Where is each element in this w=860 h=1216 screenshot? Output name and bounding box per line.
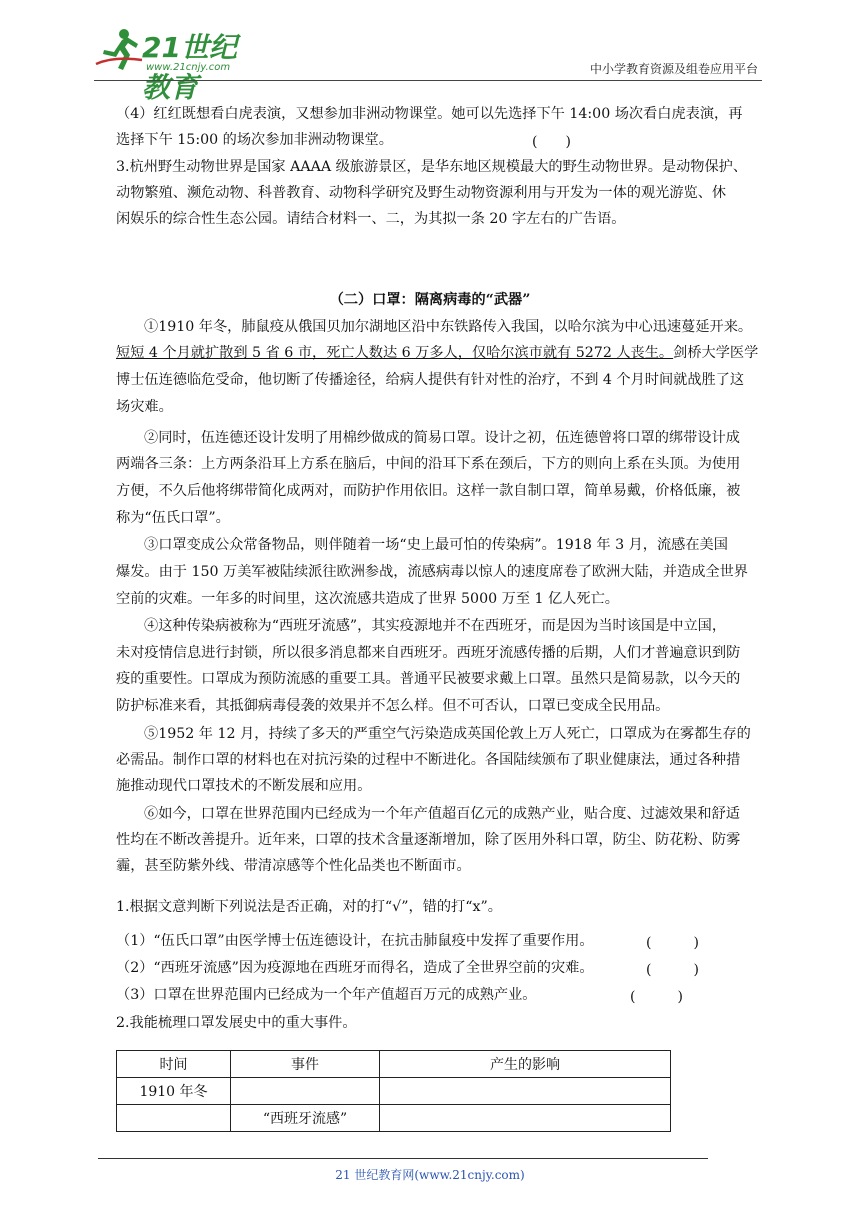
question-3-line-3: 闲娱乐的综合性生态公园。请结合材料一、二，为其拟一条 20 字左右的广告语。 <box>116 211 626 227</box>
logo-text: 21世纪教育 <box>142 31 237 104</box>
paragraph-5-line: 必需品。制作口罩的材料也在对抗污染的过程中不断进化。各国陆续颁布了职业健康法，通过各种措 <box>116 752 741 768</box>
table-header-cell: 时间 <box>117 1051 231 1078</box>
underlined-sentence: 短短 4 个月就扩散到 5 省 6 市，死亡人数达 6 万多人，仅哈尔滨市就有 5272 人丧生。 <box>116 345 674 361</box>
paragraph-3-line: ③口罩变成公众常备物品，则伴随着一场“史上最可怕的传染病”。1918 年 3 月，流感在美国 <box>144 537 728 553</box>
paragraph-3-line: 爆发。由于 150 万美军被陆续派往欧洲参战，流感病毒以惊人的速度席卷了欧洲大陆，并造成全世界 <box>116 564 748 580</box>
paragraph-4-line: 疫的重要性。口罩成为预防流感的重要工具。普通平民被要求戴上口罩。虽然只是简易款，以今天的 <box>116 671 741 687</box>
table-header-cell: 产生的影响 <box>380 1051 671 1078</box>
page-header <box>94 22 762 104</box>
table-row <box>117 1105 671 1132</box>
paragraph-1-line: 场灾难。 <box>116 399 173 415</box>
question-4-line-1: （4）红红既想看白虎表演，又想参加非洲动物课堂。她可以先选择下午 14:00 场次看白虎表演，再 <box>116 106 743 122</box>
header-divider <box>94 80 762 81</box>
footer-divider <box>98 1158 708 1159</box>
footer-text: 21 世纪教育网(www.21cnjy.com) <box>335 1168 525 1182</box>
paragraph-2-line: 方便，不久后他将绑带简化成两对，而防护作用依旧。这样一款自制口罩，简单易戴，价格低廉，被 <box>116 483 741 499</box>
table-cell-blank[interactable] <box>380 1105 671 1132</box>
paragraph-4-line: 防护标准来看，其抵御病毒侵袭的效果并不怎么样。但不可否认，口罩已变成全民用品。 <box>116 698 670 714</box>
table-cell: 1910 年冬 <box>117 1078 231 1105</box>
paragraph-5-line: 施推动现代口罩技术的不断发展和应用。 <box>116 778 372 794</box>
paragraph-2-line: 称为“伍氏口罩”。 <box>116 510 230 526</box>
table-row <box>117 1078 671 1105</box>
table-header-row <box>117 1051 671 1078</box>
paragraph-4-line: 未对疫情信息进行封锁，所以很多消息都来自西班牙。西班牙流感传播的后期，人们才普遍意识到防 <box>116 645 741 661</box>
table-cell-blank[interactable] <box>117 1105 231 1132</box>
paragraph-2-line: ②同时，伍连德还设计发明了用棉纱做成的简易口罩。设计之初，伍连德曾将口罩的绑带设计成 <box>144 430 740 446</box>
paragraph-6-line: ⑥如今，口罩在世界范围内已经成为一个年产值超百亿元的成熟产业，贴合度、过滤效果和舒适 <box>144 806 740 822</box>
platform-name: 中小学教育资源及组卷应用平台 <box>589 62 758 76</box>
table-cell: “西班牙流感” <box>231 1105 380 1132</box>
paragraph-6-line: 性均在不断改善提升。近年来，口罩的技术含量逐渐增加，除了医用外科口罩，防尘、防花粉、防雾 <box>116 832 741 848</box>
table-cell-blank[interactable] <box>380 1078 671 1105</box>
paragraph-1-line: 剑桥大学医学 <box>673 345 759 361</box>
article-title: （二）口罩：隔离病毒的“武器” <box>329 292 531 308</box>
site-logo <box>94 26 264 104</box>
runner-logo-icon <box>94 26 144 74</box>
question-4-line-2: 选择下午 15:00 的场次参加非洲动物课堂。 <box>116 132 393 148</box>
judgement-item: （3）口罩在世界范围内已经成为一个年产值超百万元的成熟产业。 <box>116 987 537 1003</box>
question-1-prompt: 1.根据文意判断下列说法是否正确，对的打“√”，错的打“x”。 <box>116 899 502 915</box>
paragraph-1-line: ①1910 年冬，肺鼠疫从俄国贝加尔湖地区沿中东铁路传入我国，以哈尔滨为中心迅速蔓延开来。 <box>144 319 753 335</box>
paragraph-4-line: ④这种传染病被称为“西班牙流感”，其实疫源地并不在西班牙，而是因为当时该国是中立国， <box>144 618 727 634</box>
judgement-item: （2）“西班牙流感”因为疫源地在西班牙而得名，造成了全世界空前的灾难。 <box>116 960 594 976</box>
table-header-cell: 事件 <box>231 1051 380 1078</box>
paragraph-3-line: 空前的灾难。一年多的时间里，这次流感共造成了世界 5000 万至 1 亿人死亡。 <box>116 591 619 607</box>
table-cell-blank[interactable] <box>231 1078 380 1105</box>
answer-blank[interactable]: ( ) <box>646 962 699 978</box>
logo-url: www.21cnjy.com <box>146 62 231 73</box>
question-3-line-2: 动物繁殖、濒危动物、科普教育、动物科学研究及野生动物资源利用与开发为一体的观光游览、休 <box>116 185 727 201</box>
paragraph-2-line: 两端各三条：上方两条沿耳上方系在脑后，中间的沿耳下系在颈后，下方的则向上系在头顶。为使用 <box>116 456 741 472</box>
paragraph-6-line: 霾，甚至防紫外线、带清凉感等个性化品类也不断面市。 <box>116 858 471 874</box>
paragraph-1-line: 博士伍连德临危受命，他切断了传播途径，给病人提供有针对性的治疗，不到 4 个月时间就战胜了这 <box>116 372 745 388</box>
judgement-item: （1）“伍氏口罩”由医学博士伍连德设计，在抗击肺鼠疫中发挥了重要作用。 <box>116 933 594 949</box>
answer-blank[interactable]: ( ) <box>532 134 571 150</box>
question-2-prompt: 2.我能梳理口罩发展史中的重大事件。 <box>116 1015 357 1031</box>
question-3-line-1: 3.杭州野生动物世界是国家 AAAA 级旅游景区，是华东地区规模最大的野生动物世界。是动物保护、 <box>116 159 748 175</box>
events-table <box>116 1050 671 1132</box>
answer-blank[interactable]: ( ) <box>646 935 699 951</box>
paragraph-5-line: ⑤1952 年 12 月，持续了多天的严重空气污染造成英国伦敦上万人死亡，口罩成为在雾都生存的 <box>144 726 751 742</box>
answer-blank[interactable]: ( ) <box>630 989 683 1005</box>
